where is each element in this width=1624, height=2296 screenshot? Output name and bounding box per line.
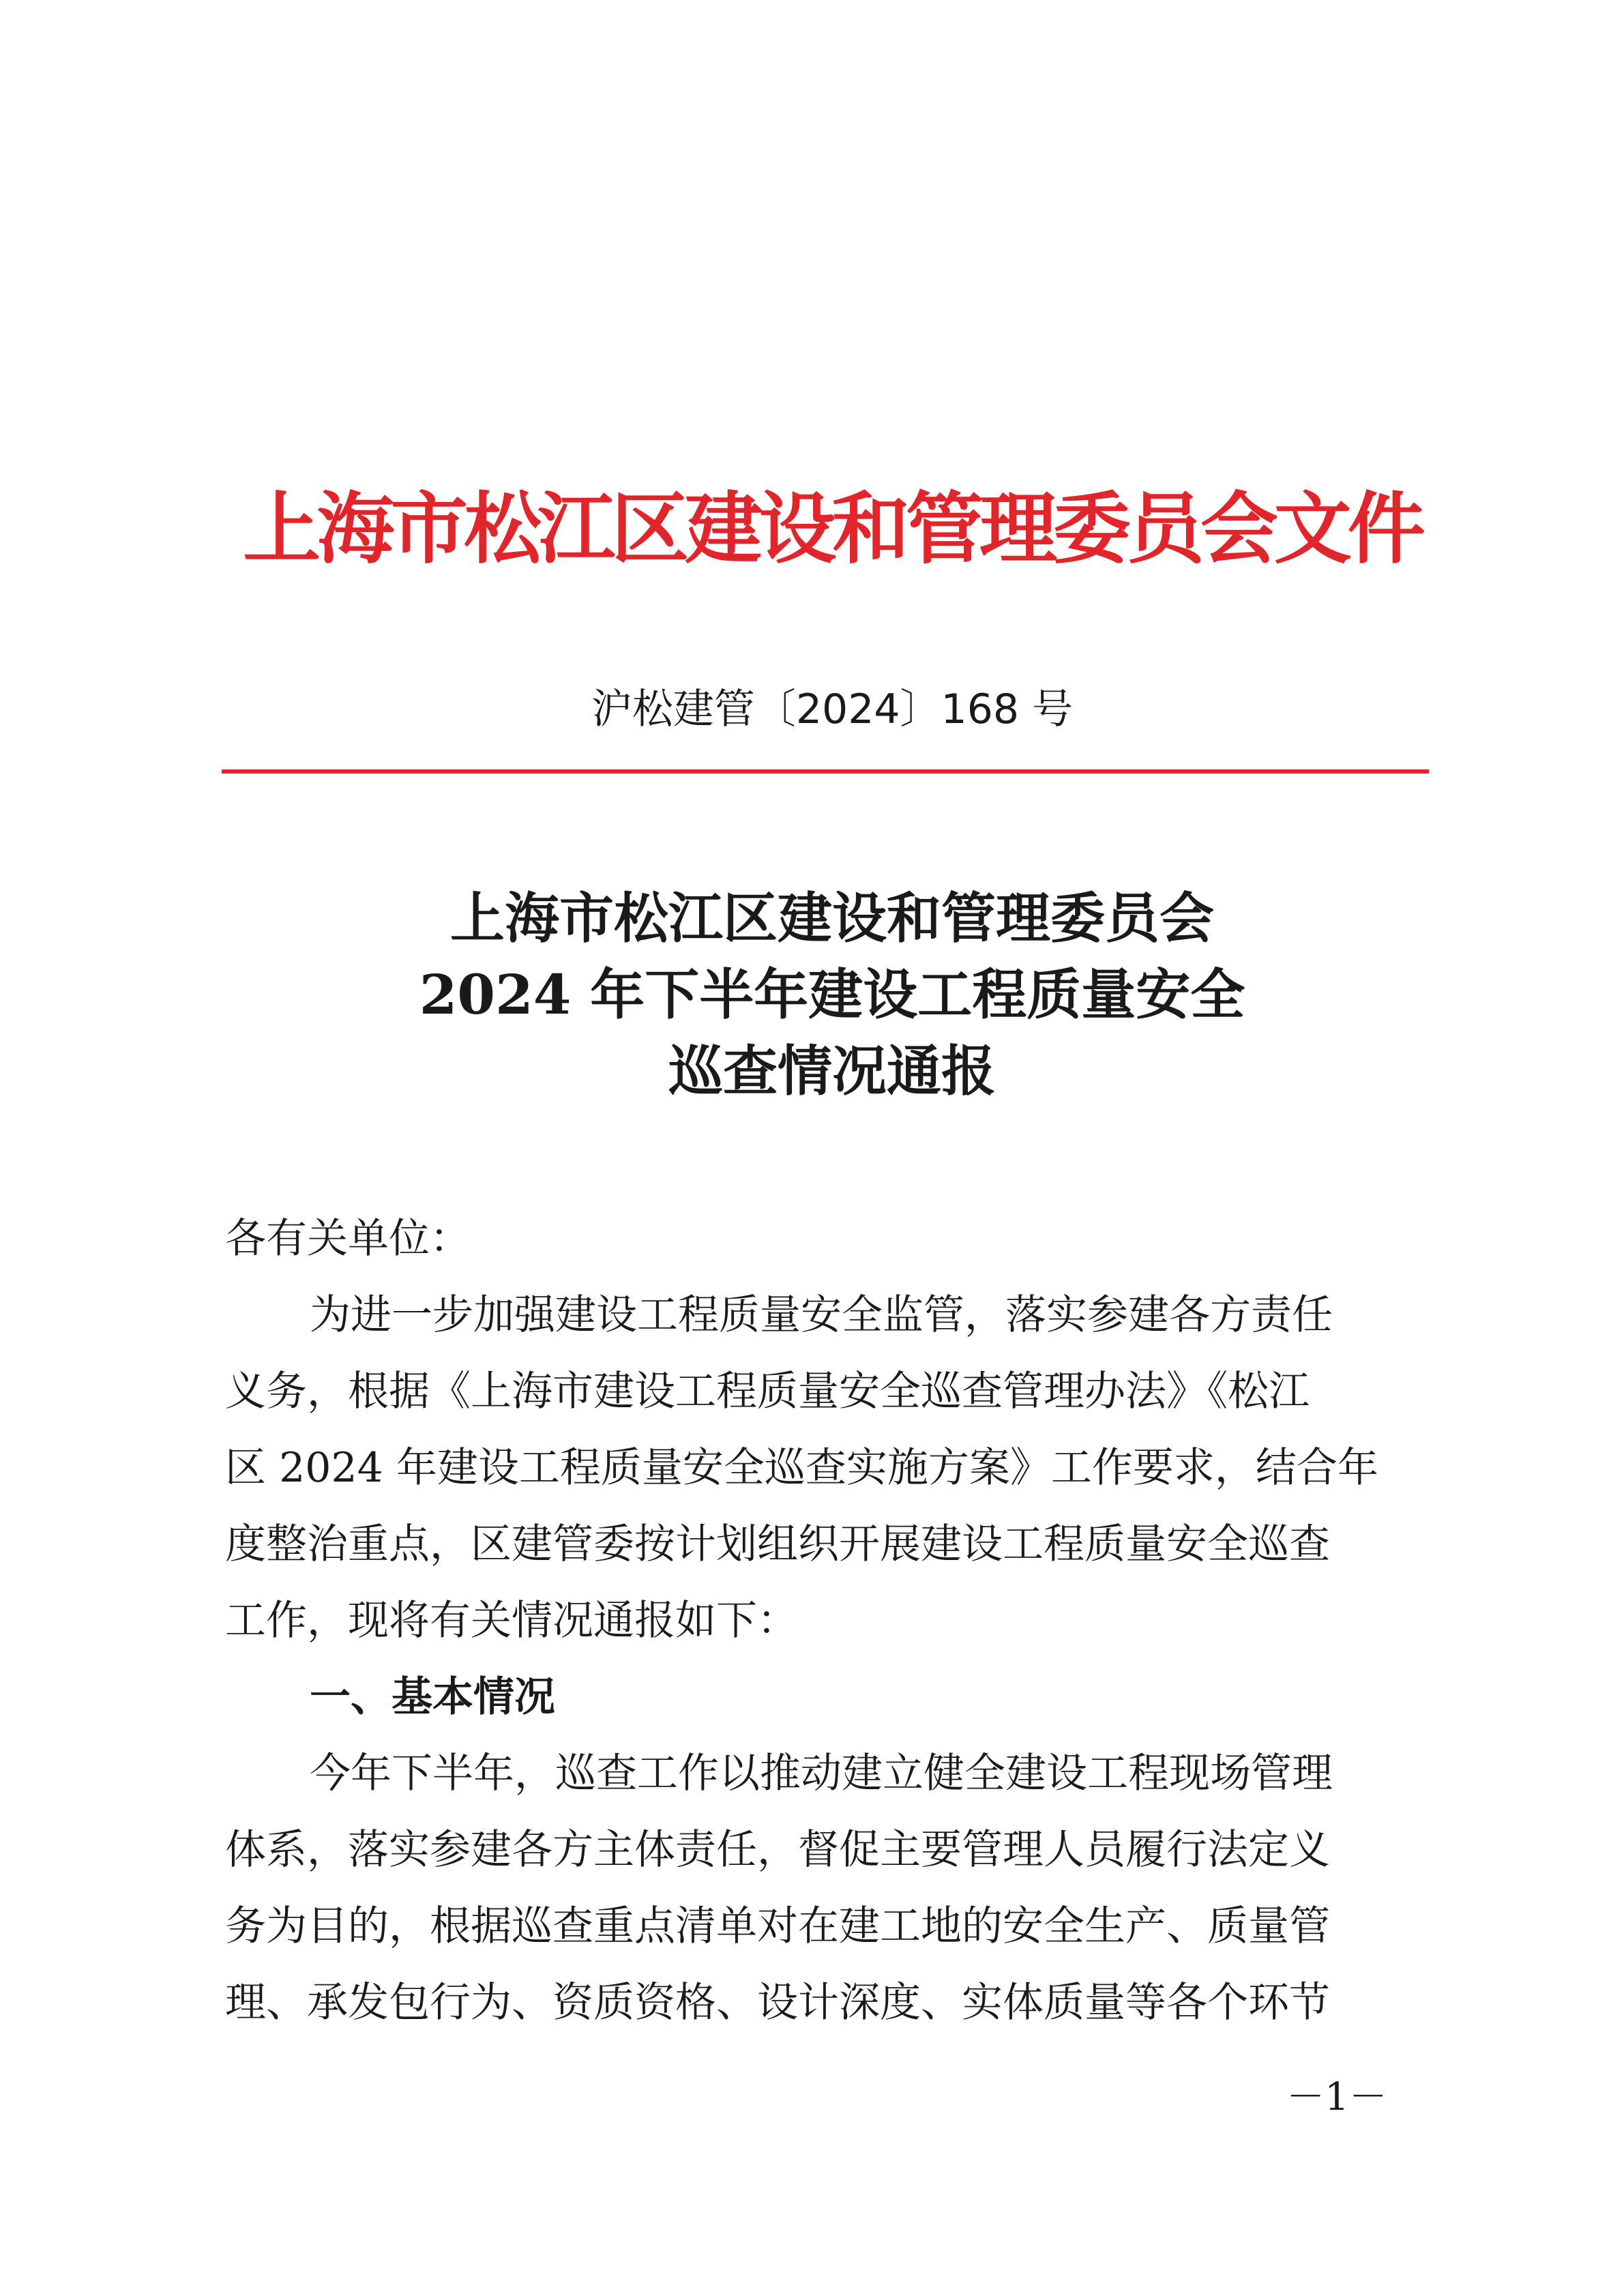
- paragraph-2-line-2: 体系，落实参建各方主体责任，督促主要管理人员履行法定义: [225, 1826, 1330, 1874]
- document-number: 沪松建管〔2024〕168 号: [591, 686, 1074, 733]
- document-body: [225, 1201, 1426, 2041]
- title-line-3: 巡查情况通报: [668, 1039, 996, 1103]
- paragraph-1-line-1: 为进一步加强建设工程质量安全监管，落实参建各方责任: [310, 1291, 1333, 1339]
- paragraph-1-line-2: 义务，根据《上海市建设工程质量安全巡查管理办法》《松江: [225, 1368, 1310, 1415]
- paragraph-1-line-3: 区 2024 年建设工程质量安全巡查实施方案》工作要求，结合年: [225, 1444, 1378, 1492]
- paragraph-2-line-4: 理、承发包行为、资质资格、设计深度、实体质量等各个环节: [225, 1979, 1330, 2027]
- red-divider: [222, 769, 1429, 774]
- title-line-1: 上海市松江区建设和管理委员会: [450, 886, 1214, 950]
- title-line-2: 2024 年下半年建设工程质量安全: [419, 962, 1245, 1027]
- paragraph-2-line-1: 今年下半年，巡查工作以推动建立健全建设工程现场管理: [310, 1750, 1333, 1797]
- document-title: [225, 880, 1439, 1109]
- salutation: 各有关单位：: [225, 1215, 471, 1263]
- paragraph-1-line-5: 工作，现将有关情况通报如下：: [225, 1597, 798, 1645]
- paragraph-2-line-3: 务为目的，根据巡查重点清单对在建工地的安全生产、质量管: [225, 1902, 1330, 1950]
- section-1-heading: 一、基本情况: [310, 1673, 555, 1721]
- page-number: －1－: [1286, 2075, 1387, 2119]
- paragraph-1-line-4: 度整治重点，区建管委按计划组织开展建设工程质量安全巡查: [225, 1520, 1330, 1568]
- issuer-banner: 上海市松江区建设和管理委员会文件: [243, 483, 1421, 574]
